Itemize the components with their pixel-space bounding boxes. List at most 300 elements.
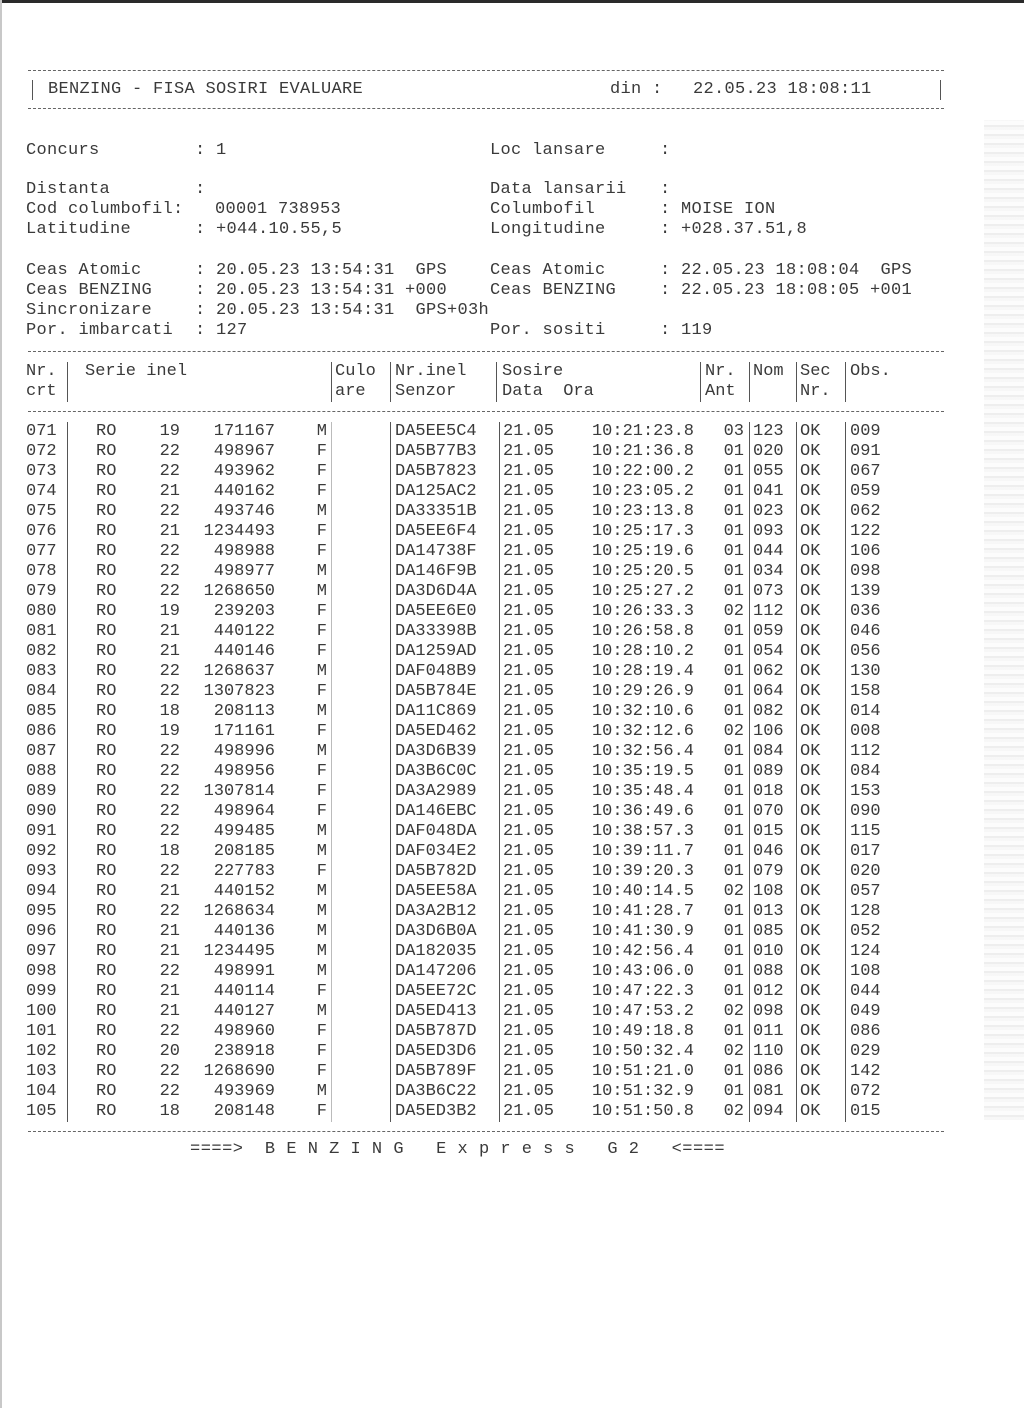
cell-antenna: 01 <box>723 962 744 981</box>
cell-antenna: 01 <box>723 682 744 701</box>
ceas-benzing-start-value: : 20.05.23 13:54:31 +000 <box>195 281 448 300</box>
cell-antenna: 01 <box>723 442 744 461</box>
cell-sec: OK <box>800 942 821 961</box>
cell-country: RO <box>96 1002 117 1021</box>
cell-sex: M <box>316 742 327 761</box>
cell-sensor-id: DA5ED462 <box>395 722 477 741</box>
cell-country: RO <box>96 462 117 481</box>
cell-time: 10:38:57.3 <box>591 822 694 841</box>
header-separator <box>496 362 497 402</box>
cell-country: RO <box>96 882 117 901</box>
report-title: BENZING - FISA SOSIRI EVALUARE <box>48 80 364 99</box>
cell-antenna: 02 <box>723 882 744 901</box>
col-nrinel-line1: Nr.inel <box>395 362 467 381</box>
cell-obs: 008 <box>850 722 881 741</box>
cell-time: 10:26:58.8 <box>591 622 694 641</box>
cell-sec: OK <box>800 662 821 681</box>
cell-obs: 124 <box>850 942 881 961</box>
cell-nom: 108 <box>753 882 784 901</box>
cell-year: 18 <box>159 702 180 721</box>
cell-sec: OK <box>800 1042 821 1061</box>
cell-country: RO <box>96 422 117 441</box>
cell-sensor-id: DA5ED3D6 <box>395 1042 477 1061</box>
cell-time: 10:32:10.6 <box>591 702 694 721</box>
cell-time: 10:32:56.4 <box>591 742 694 761</box>
cell-country: RO <box>96 862 117 881</box>
cell-year: 22 <box>159 682 180 701</box>
cell-ring-number: 208148 <box>213 1102 275 1121</box>
cell-nr-crt: 104 <box>26 1082 57 1101</box>
table-row <box>0 782 1024 802</box>
cell-date: 21.05 <box>503 902 555 921</box>
table-row <box>0 1002 1024 1022</box>
cell-date: 21.05 <box>503 1042 555 1061</box>
cell-ring-number: 498960 <box>213 1022 275 1041</box>
cell-sex: F <box>316 462 327 481</box>
cell-sex: M <box>316 502 327 521</box>
cell-date: 21.05 <box>503 882 555 901</box>
data-lansarii-label: Data lansarii <box>490 180 627 199</box>
cell-year: 22 <box>159 802 180 821</box>
cell-antenna: 01 <box>723 862 744 881</box>
col-sec-line1: Sec <box>800 362 831 381</box>
title-bottom-rule <box>28 108 944 109</box>
cell-sensor-id: DA182035 <box>395 942 477 961</box>
cell-year: 22 <box>159 442 180 461</box>
cell-time: 10:40:14.5 <box>591 882 694 901</box>
cell-nr-crt: 098 <box>26 962 57 981</box>
cell-sensor-id: DA5EE58A <box>395 882 477 901</box>
ceas-atomic-start-label: Ceas Atomic <box>26 261 142 280</box>
cell-year: 21 <box>159 982 180 1001</box>
cell-ring-number: 1234493 <box>203 522 275 541</box>
cell-sec: OK <box>800 682 821 701</box>
cell-date: 21.05 <box>503 942 555 961</box>
cell-obs: 090 <box>850 802 881 821</box>
cell-nom: 011 <box>753 1022 784 1041</box>
cell-nr-crt: 088 <box>26 762 57 781</box>
cell-date: 21.05 <box>503 1082 555 1101</box>
cell-sex: M <box>316 942 327 961</box>
table-row <box>0 1042 1024 1062</box>
cell-year: 22 <box>159 822 180 841</box>
cell-sec: OK <box>800 502 821 521</box>
table-row <box>0 702 1024 722</box>
cell-sec: OK <box>800 1022 821 1041</box>
table-row <box>0 1062 1024 1082</box>
cell-nr-crt: 101 <box>26 1022 57 1041</box>
table-row <box>0 842 1024 862</box>
cell-nr-crt: 103 <box>26 1062 57 1081</box>
cell-country: RO <box>96 682 117 701</box>
cell-country: RO <box>96 522 117 541</box>
col-sosire-line1: Sosire <box>502 362 564 381</box>
ceas-atomic-end-value: : 22.05.23 18:08:04 GPS <box>660 261 913 280</box>
cell-sensor-id: DA5ED3B2 <box>395 1102 477 1121</box>
cell-sensor-id: DA5B789F <box>395 1062 477 1081</box>
cell-sex: F <box>316 722 327 741</box>
sositi-value: : 119 <box>660 321 713 340</box>
cell-obs: 062 <box>850 502 881 521</box>
cell-country: RO <box>96 562 117 581</box>
cell-antenna: 02 <box>723 1102 744 1121</box>
cell-nom: 054 <box>753 642 784 661</box>
cell-nr-crt: 090 <box>26 802 57 821</box>
cell-antenna: 01 <box>723 942 744 961</box>
cell-nom: 018 <box>753 782 784 801</box>
cell-sex: F <box>316 682 327 701</box>
cell-ring-number: 1307823 <box>203 682 275 701</box>
cell-sensor-id: DAF048DA <box>395 822 477 841</box>
col-nom: Nom <box>753 362 784 381</box>
cell-nr-crt: 079 <box>26 582 57 601</box>
cell-year: 22 <box>159 1062 180 1081</box>
col-obs: Obs. <box>850 362 891 381</box>
cell-country: RO <box>96 942 117 961</box>
cell-ring-number: 498964 <box>213 802 275 821</box>
concurs-value: : 1 <box>195 141 227 160</box>
cell-nom: 094 <box>753 1102 784 1121</box>
cell-nr-crt: 078 <box>26 562 57 581</box>
table-row <box>0 762 1024 782</box>
cell-date: 21.05 <box>503 602 555 621</box>
cell-time: 10:25:19.6 <box>591 542 694 561</box>
cell-year: 22 <box>159 662 180 681</box>
cell-date: 21.05 <box>503 742 555 761</box>
cell-date: 21.05 <box>503 502 555 521</box>
col-ant-line1: Nr. <box>705 362 736 381</box>
header-top-rule <box>28 351 944 352</box>
cell-ring-number: 1307814 <box>203 782 275 801</box>
cell-date: 21.05 <box>503 582 555 601</box>
cell-year: 21 <box>159 522 180 541</box>
cell-obs: 067 <box>850 462 881 481</box>
cell-nom: 079 <box>753 862 784 881</box>
cell-sex: F <box>316 982 327 1001</box>
cell-ring-number: 440136 <box>213 922 275 941</box>
cell-ring-number: 1268650 <box>203 582 275 601</box>
cell-nom: 041 <box>753 482 784 501</box>
cell-ring-number: 1268637 <box>203 662 275 681</box>
ceas-benzing-end-value: : 22.05.23 18:08:05 +001 <box>660 281 913 300</box>
cell-antenna: 01 <box>723 662 744 681</box>
cell-ring-number: 238918 <box>213 1042 275 1061</box>
cell-nom: 084 <box>753 742 784 761</box>
table-row <box>0 962 1024 982</box>
table-row <box>0 942 1024 962</box>
cell-sex: M <box>316 662 327 681</box>
sincronizare-value: : 20.05.23 13:54:31 GPS+03h <box>195 301 490 320</box>
cod-columbofil-label: Cod columbofil: <box>26 200 184 219</box>
cell-sec: OK <box>800 882 821 901</box>
cell-sex: F <box>316 482 327 501</box>
cell-ring-number: 208185 <box>213 842 275 861</box>
cell-nr-crt: 094 <box>26 882 57 901</box>
cell-time: 10:25:27.2 <box>591 582 694 601</box>
cell-sensor-id: DA5B784E <box>395 682 477 701</box>
cell-date: 21.05 <box>503 1062 555 1081</box>
cell-sensor-id: DA3B6C22 <box>395 1082 477 1101</box>
cell-date: 21.05 <box>503 802 555 821</box>
cell-country: RO <box>96 982 117 1001</box>
cell-sex: F <box>316 782 327 801</box>
cell-nom: 093 <box>753 522 784 541</box>
cell-ring-number: 498991 <box>213 962 275 981</box>
title-top-rule <box>28 70 944 71</box>
cell-nom: 110 <box>753 1042 784 1061</box>
cell-sec: OK <box>800 1002 821 1021</box>
cell-time: 10:32:12.6 <box>591 722 694 741</box>
cell-obs: 128 <box>850 902 881 921</box>
cell-time: 10:42:56.4 <box>591 942 694 961</box>
cell-nr-crt: 099 <box>26 982 57 1001</box>
cell-sensor-id: DA33398B <box>395 622 477 641</box>
cell-antenna: 01 <box>723 1062 744 1081</box>
cell-country: RO <box>96 1062 117 1081</box>
cell-sec: OK <box>800 982 821 1001</box>
cell-date: 21.05 <box>503 762 555 781</box>
cell-sec: OK <box>800 622 821 641</box>
cell-sec: OK <box>800 1102 821 1121</box>
imbarcati-value: : 127 <box>195 321 248 340</box>
data-lansarii-value: : <box>660 180 671 199</box>
cell-sensor-id: DA5EE6E0 <box>395 602 477 621</box>
cell-country: RO <box>96 622 117 641</box>
cell-nom: 089 <box>753 762 784 781</box>
table-row <box>0 922 1024 942</box>
cell-sex: F <box>316 642 327 661</box>
cell-ring-number: 493969 <box>213 1082 275 1101</box>
cell-sec: OK <box>800 722 821 741</box>
cell-obs: 059 <box>850 482 881 501</box>
cell-year: 21 <box>159 1002 180 1021</box>
header-bottom-rule <box>28 411 944 412</box>
cell-obs: 108 <box>850 962 881 981</box>
cell-antenna: 02 <box>723 722 744 741</box>
cell-year: 22 <box>159 462 180 481</box>
cell-date: 21.05 <box>503 702 555 721</box>
cell-nr-crt: 084 <box>26 682 57 701</box>
cell-year: 22 <box>159 782 180 801</box>
cell-nr-crt: 075 <box>26 502 57 521</box>
cell-sex: M <box>316 882 327 901</box>
cell-sensor-id: DA5ED413 <box>395 1002 477 1021</box>
cell-sensor-id: DA146EBC <box>395 802 477 821</box>
cell-antenna: 01 <box>723 502 744 521</box>
table-row <box>0 462 1024 482</box>
cell-year: 22 <box>159 1082 180 1101</box>
cell-nr-crt: 087 <box>26 742 57 761</box>
cell-country: RO <box>96 442 117 461</box>
cell-sec: OK <box>800 782 821 801</box>
cell-sex: F <box>316 542 327 561</box>
cell-ring-number: 493746 <box>213 502 275 521</box>
header-separator <box>67 362 68 402</box>
cell-obs: 153 <box>850 782 881 801</box>
cell-ring-number: 498996 <box>213 742 275 761</box>
cell-sensor-id: DA1259AD <box>395 642 477 661</box>
cell-nom: 086 <box>753 1062 784 1081</box>
cell-date: 21.05 <box>503 982 555 1001</box>
cell-nom: 081 <box>753 1082 784 1101</box>
cell-nr-crt: 073 <box>26 462 57 481</box>
cell-date: 21.05 <box>503 922 555 941</box>
cell-date: 21.05 <box>503 482 555 501</box>
cell-date: 21.05 <box>503 442 555 461</box>
cell-year: 22 <box>159 742 180 761</box>
table-row <box>0 562 1024 582</box>
col-culoare-line1: Culo <box>335 362 376 381</box>
cell-sex: F <box>316 442 327 461</box>
cell-country: RO <box>96 822 117 841</box>
cell-country: RO <box>96 1082 117 1101</box>
cell-sex: F <box>316 522 327 541</box>
table-row <box>0 622 1024 642</box>
cell-sec: OK <box>800 802 821 821</box>
cell-time: 10:41:28.7 <box>591 902 694 921</box>
cell-obs: 112 <box>850 742 881 761</box>
cell-nom: 012 <box>753 982 784 1001</box>
cell-nom: 055 <box>753 462 784 481</box>
cell-sex: M <box>316 582 327 601</box>
cell-ring-number: 499485 <box>213 822 275 841</box>
cell-sex: F <box>316 1042 327 1061</box>
cell-antenna: 01 <box>723 842 744 861</box>
cell-obs: 017 <box>850 842 881 861</box>
table-row <box>0 722 1024 742</box>
cell-antenna: 01 <box>723 702 744 721</box>
cell-sex: M <box>316 842 327 861</box>
cell-country: RO <box>96 922 117 941</box>
cell-country: RO <box>96 762 117 781</box>
cell-ring-number: 498967 <box>213 442 275 461</box>
cell-antenna: 01 <box>723 482 744 501</box>
col-nr-line1: Nr. <box>26 362 57 381</box>
cell-nom: 010 <box>753 942 784 961</box>
cell-year: 21 <box>159 882 180 901</box>
cell-antenna: 01 <box>723 522 744 541</box>
cell-sec: OK <box>800 962 821 981</box>
cell-year: 19 <box>159 722 180 741</box>
table-row <box>0 1022 1024 1042</box>
cell-nr-crt: 083 <box>26 662 57 681</box>
table-row <box>0 742 1024 762</box>
cell-ring-number: 440146 <box>213 642 275 661</box>
cell-country: RO <box>96 1022 117 1041</box>
header-separator <box>390 362 391 402</box>
cell-year: 21 <box>159 642 180 661</box>
cell-year: 22 <box>159 1022 180 1041</box>
cell-sec: OK <box>800 842 821 861</box>
cell-sex: M <box>316 702 327 721</box>
cell-country: RO <box>96 782 117 801</box>
cell-time: 10:23:05.2 <box>591 482 694 501</box>
cell-sensor-id: DA3D6B0A <box>395 922 477 941</box>
cell-sensor-id: DA5EE6F4 <box>395 522 477 541</box>
cell-antenna: 02 <box>723 1042 744 1061</box>
cell-time: 10:43:06.0 <box>591 962 694 981</box>
header-separator <box>749 362 750 402</box>
distanta-value: : <box>195 180 206 199</box>
cell-country: RO <box>96 702 117 721</box>
cod-columbofil-value: 00001 738953 <box>215 200 342 219</box>
cell-nr-crt: 095 <box>26 902 57 921</box>
cell-nom: 046 <box>753 842 784 861</box>
table-row <box>0 602 1024 622</box>
cell-sex: F <box>316 602 327 621</box>
cell-sex: F <box>316 762 327 781</box>
longitudine-label: Longitudine <box>490 220 606 239</box>
cell-year: 22 <box>159 762 180 781</box>
cell-nr-crt: 081 <box>26 622 57 641</box>
longitudine-value: : +028.37.51,8 <box>660 220 808 239</box>
cell-antenna: 01 <box>723 1082 744 1101</box>
cell-date: 21.05 <box>503 722 555 741</box>
cell-date: 21.05 <box>503 862 555 881</box>
cell-antenna: 01 <box>723 582 744 601</box>
cell-obs: 130 <box>850 662 881 681</box>
cell-nr-crt: 096 <box>26 922 57 941</box>
cell-nom: 123 <box>753 422 784 441</box>
cell-sex: M <box>316 822 327 841</box>
cell-antenna: 01 <box>723 462 744 481</box>
cell-date: 21.05 <box>503 522 555 541</box>
cell-time: 10:21:36.8 <box>591 442 694 461</box>
columbofil-value: : MOISE ION <box>660 200 776 219</box>
cell-nr-crt: 082 <box>26 642 57 661</box>
cell-time: 10:51:21.0 <box>591 1062 694 1081</box>
cell-ring-number: 493962 <box>213 462 275 481</box>
table-row <box>0 642 1024 662</box>
cell-obs: 142 <box>850 1062 881 1081</box>
col-sec-line2: Nr. <box>800 382 831 401</box>
cell-time: 10:25:17.3 <box>591 522 694 541</box>
cell-antenna: 01 <box>723 922 744 941</box>
cell-sensor-id: DA14738F <box>395 542 477 561</box>
scan-top-edge <box>0 0 1024 3</box>
cell-sec: OK <box>800 1082 821 1101</box>
cell-sex: F <box>316 802 327 821</box>
cell-ring-number: 171167 <box>213 422 275 441</box>
cell-sex: M <box>316 422 327 441</box>
cell-sec: OK <box>800 462 821 481</box>
cell-nom: 106 <box>753 722 784 741</box>
cell-date: 21.05 <box>503 562 555 581</box>
latitudine-label: Latitudine <box>26 220 132 239</box>
header-separator <box>845 362 846 402</box>
cell-nom: 044 <box>753 542 784 561</box>
table-row <box>0 822 1024 842</box>
cell-ring-number: 1234495 <box>203 942 275 961</box>
cell-year: 22 <box>159 862 180 881</box>
cell-antenna: 01 <box>723 562 744 581</box>
cell-obs: 009 <box>850 422 881 441</box>
cell-country: RO <box>96 802 117 821</box>
cell-sex: F <box>316 1022 327 1041</box>
cell-nom: 088 <box>753 962 784 981</box>
cell-sec: OK <box>800 1062 821 1081</box>
col-culoare-line2: are <box>335 382 366 401</box>
cell-antenna: 01 <box>723 982 744 1001</box>
loc-lansare-label: Loc lansare <box>490 141 606 160</box>
cell-country: RO <box>96 902 117 921</box>
concurs-label: Concurs <box>26 141 100 160</box>
cell-country: RO <box>96 662 117 681</box>
cell-sensor-id: DAF048B9 <box>395 662 477 681</box>
cell-obs: 020 <box>850 862 881 881</box>
table-row <box>0 802 1024 822</box>
cell-nr-crt: 071 <box>26 422 57 441</box>
